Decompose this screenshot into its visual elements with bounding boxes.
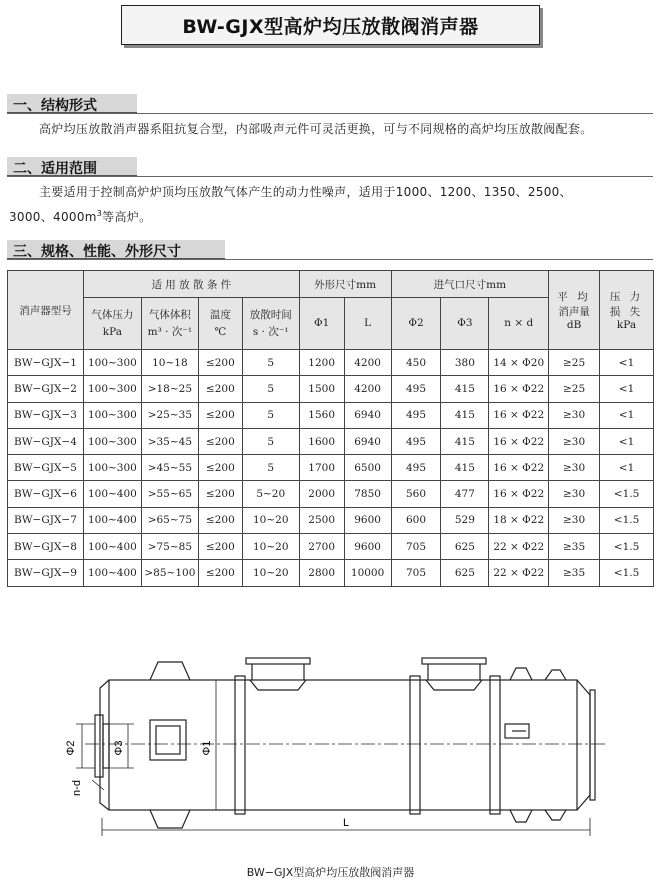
table-row — [8, 507, 654, 533]
header-line: 温度 — [209, 308, 231, 321]
table-cell: 625 — [441, 560, 489, 586]
table-cell: BW−GJX−6 — [8, 481, 84, 507]
table-cell: 100∼300 — [83, 455, 141, 481]
table-cell: 495 — [391, 455, 441, 481]
table-cell: 5 — [242, 376, 299, 402]
label-L: L — [342, 817, 350, 829]
table-cell: 4200 — [344, 376, 391, 402]
table-cell: 100∼400 — [83, 560, 141, 586]
table-cell: <1.5 — [600, 481, 654, 507]
header-line: s · 次⁻¹ — [252, 325, 289, 338]
section-heading-text: 一、结构形式 — [13, 98, 97, 114]
section-structure-heading — [7, 94, 653, 114]
table-cell: 495 — [391, 402, 441, 428]
table-cell: 705 — [391, 560, 441, 586]
table-cell: ≤200 — [198, 560, 242, 586]
table-cell: ≥25 — [549, 350, 600, 376]
table-cell: <1 — [600, 402, 654, 428]
label-phi1: Φ1 — [201, 740, 213, 756]
lug-top-right-2 — [545, 670, 566, 680]
table-cell: 2500 — [299, 507, 344, 533]
header-pressure-loss — [600, 271, 654, 350]
table-cell: ≥30 — [549, 402, 600, 428]
table-cell: 10∼20 — [242, 507, 299, 533]
header-group-outer: 外形尺寸mm — [299, 271, 391, 298]
header-volume — [141, 298, 198, 350]
table-cell: <1 — [600, 428, 654, 454]
table-cell: ≤200 — [198, 376, 242, 402]
header-line: ℃ — [214, 325, 227, 338]
table-cell: 10000 — [344, 560, 391, 586]
text-segment: 等高炉。 — [102, 210, 152, 224]
table-cell: 9600 — [344, 507, 391, 533]
table-cell: <1 — [600, 376, 654, 402]
table-cell: 10∼18 — [141, 350, 198, 376]
table-row — [8, 376, 654, 402]
inlet-flange-outer — [95, 715, 103, 777]
header-line: 消声量 — [558, 306, 590, 318]
section-structure-text: 高炉均压放散消声器系阻抗复合型，内部吸声元件可灵活更换，可与不同规格的高炉均压放散阀配套。 — [39, 122, 593, 136]
table-cell: ≥25 — [549, 376, 600, 402]
header-line: 气体体积 — [148, 308, 191, 321]
table-cell: 5 — [242, 455, 299, 481]
table-cell: 1600 — [299, 428, 344, 454]
table-cell: 16 × Φ22 — [489, 481, 549, 507]
table-cell: 380 — [441, 350, 489, 376]
table-cell: ≥35 — [549, 560, 600, 586]
table-cell: 1700 — [299, 455, 344, 481]
inlet-flange-inner — [103, 724, 109, 768]
table-cell: 16 × Φ22 — [489, 402, 549, 428]
table-cell: 625 — [441, 534, 489, 560]
table-cell: <1.5 — [600, 560, 654, 586]
main-shell — [109, 680, 577, 810]
table-row — [8, 455, 654, 481]
table-row — [8, 560, 654, 586]
table-cell: 705 — [391, 534, 441, 560]
header-line: m³ · 次⁻¹ — [147, 325, 193, 338]
support-bottom-left — [150, 810, 190, 828]
page-title-text: BW-GJX型高炉均压放散阀消声器 — [182, 15, 479, 38]
header-line: 压 力 — [609, 291, 644, 303]
table-cell: >25∼35 — [141, 402, 198, 428]
top-nozzle-2 — [426, 680, 482, 690]
silencer-drawing — [0, 640, 661, 860]
header-phi1: Φ1 — [299, 298, 344, 350]
support-top-left — [150, 662, 190, 680]
header-time — [242, 298, 299, 350]
table-cell: 10∼20 — [242, 534, 299, 560]
table-cell: 6940 — [344, 402, 391, 428]
dim-nd-leader — [92, 780, 104, 790]
table-cell: 415 — [441, 428, 489, 454]
table-cell: <1 — [600, 455, 654, 481]
table-cell: 2000 — [299, 481, 344, 507]
text-segment: 3000、4000m — [9, 210, 97, 224]
header-temperature — [198, 298, 242, 350]
lug-bottom-right — [510, 810, 532, 822]
table-cell: 415 — [441, 376, 489, 402]
table-cell: ≤200 — [198, 481, 242, 507]
section-heading-rule — [7, 176, 653, 177]
section-application-text-line2 — [9, 203, 151, 228]
table-cell: ≥35 — [549, 534, 600, 560]
section-application-heading — [7, 157, 653, 177]
lug-top-right — [510, 668, 532, 680]
table-cell: 450 — [391, 350, 441, 376]
table-cell: 600 — [391, 507, 441, 533]
header-line: 平 均 — [557, 291, 591, 303]
table-cell: >35∼45 — [141, 428, 198, 454]
header-group-inlet: 进气口尺寸mm — [391, 271, 549, 298]
table-cell: BW−GJX−4 — [8, 428, 84, 454]
header-nd: n × d — [489, 298, 549, 350]
table-cell: 100∼300 — [83, 350, 141, 376]
table-cell: ≤200 — [198, 455, 242, 481]
table-cell: ≥30 — [549, 481, 600, 507]
table-cell: 4200 — [344, 350, 391, 376]
header-phi2: Φ2 — [391, 298, 441, 350]
table-cell: BW−GJX−5 — [8, 455, 84, 481]
table-cell: ≥30 — [549, 428, 600, 454]
figure-caption: BW−GJX型高炉均压放散阀消声器 — [246, 866, 415, 879]
table-cell: 100∼300 — [83, 428, 141, 454]
table-cell: 100∼300 — [83, 376, 141, 402]
table-cell: 18 × Φ22 — [489, 507, 549, 533]
table-cell: 1560 — [299, 402, 344, 428]
table-cell: 495 — [391, 428, 441, 454]
table-cell: 415 — [441, 455, 489, 481]
table-cell: 5 — [242, 402, 299, 428]
ring-band-2 — [410, 676, 420, 814]
table-row — [8, 481, 654, 507]
header-line: 气体压力 — [91, 308, 134, 321]
top-nozzle-1 — [250, 680, 306, 690]
table-cell: 6940 — [344, 428, 391, 454]
table-cell: 495 — [391, 376, 441, 402]
table-cell: 100∼400 — [83, 481, 141, 507]
section-heading-text: 三、规格、性能、外形尺寸 — [13, 244, 181, 260]
table-cell: 10∼20 — [242, 560, 299, 586]
table-cell: ≥30 — [549, 455, 600, 481]
header-L: L — [344, 298, 391, 350]
table-cell: 100∼300 — [83, 402, 141, 428]
header-line: dB — [566, 319, 582, 331]
superscript: 3 — [96, 209, 103, 218]
section-application-text-line1: 主要适用于控制高炉炉顶均压放散气体产生的动力性噪声，适用于1000、1200、1350、2500、 — [39, 185, 572, 199]
table-cell: 529 — [441, 507, 489, 533]
right-end-cone — [577, 680, 590, 810]
table-cell: 2700 — [299, 534, 344, 560]
table-cell: 100∼400 — [83, 534, 141, 560]
table-body — [8, 350, 654, 587]
table-cell: 5∼20 — [242, 481, 299, 507]
lug-bottom-right-2 — [545, 810, 566, 820]
table-cell: ≤200 — [198, 428, 242, 454]
header-line: kPa — [616, 319, 637, 331]
table-row — [8, 350, 654, 376]
table-cell: BW−GJX−3 — [8, 402, 84, 428]
table-cell: >85∼100 — [141, 560, 198, 586]
top-nozzle-flange-2 — [422, 658, 486, 664]
label-nd: n-d — [71, 780, 83, 796]
table-cell: ≤200 — [198, 350, 242, 376]
section-heading-rule — [7, 113, 653, 114]
table-cell: >18∼25 — [141, 376, 198, 402]
table-cell: BW−GJX−8 — [8, 534, 84, 560]
table-cell: <1.5 — [600, 507, 654, 533]
table-cell: 7850 — [344, 481, 391, 507]
table-cell: <1.5 — [600, 534, 654, 560]
table-cell: ≤200 — [198, 507, 242, 533]
table-cell: 477 — [441, 481, 489, 507]
outlet-flange — [590, 690, 595, 800]
table-cell: 16 × Φ22 — [489, 455, 549, 481]
header-pressure — [83, 298, 141, 350]
table-cell: 16 × Φ22 — [489, 376, 549, 402]
header-line: 放散时间 — [249, 308, 292, 321]
table-cell: 5 — [242, 428, 299, 454]
table-cell: 2800 — [299, 560, 344, 586]
table-cell: 14 × Φ20 — [489, 350, 549, 376]
table-cell: BW−GJX−2 — [8, 376, 84, 402]
table-cell: 9600 — [344, 534, 391, 560]
table-row — [8, 402, 654, 428]
table-cell: BW−GJX−1 — [8, 350, 84, 376]
section-heading-text: 二、适用范围 — [13, 161, 97, 177]
table-cell: >55∼65 — [141, 481, 198, 507]
table-cell: 100∼400 — [83, 507, 141, 533]
table-cell: >75∼85 — [141, 534, 198, 560]
header-model: 消声器型号 — [8, 271, 84, 350]
table-cell: ≥30 — [549, 507, 600, 533]
table-cell: ≤200 — [198, 402, 242, 428]
table-row — [8, 534, 654, 560]
table-cell: >45∼55 — [141, 455, 198, 481]
table-cell: BW−GJX−9 — [8, 560, 84, 586]
left-end-cap — [100, 680, 109, 810]
table-header-row — [8, 271, 654, 298]
table-cell: >65∼75 — [141, 507, 198, 533]
ring-band-3 — [490, 676, 500, 814]
ring-band-1 — [235, 676, 245, 814]
table-cell: 16 × Φ22 — [489, 428, 549, 454]
header-line: kPa — [102, 325, 123, 338]
section-spec-heading — [7, 240, 653, 260]
header-noise — [549, 271, 600, 350]
table-cell: <1 — [600, 350, 654, 376]
header-group-conditions: 适 用 放 散 条 件 — [83, 271, 299, 298]
table-cell: 22 × Φ22 — [489, 534, 549, 560]
page-title — [121, 5, 540, 45]
table-cell: 415 — [441, 402, 489, 428]
header-line: 损 失 — [609, 306, 644, 318]
table-cell: 560 — [391, 481, 441, 507]
table-row — [8, 428, 654, 454]
inspection-hatch-inner — [156, 726, 180, 754]
table-cell: 22 × Φ22 — [489, 560, 549, 586]
table-cell: 6500 — [344, 455, 391, 481]
table-cell: 5 — [242, 350, 299, 376]
table-cell: ≤200 — [198, 534, 242, 560]
top-nozzle-flange-1 — [246, 658, 310, 664]
table-cell: BW−GJX−7 — [8, 507, 84, 533]
label-phi2: Φ2 — [65, 740, 77, 756]
spec-table — [7, 270, 654, 587]
table-cell: 1200 — [299, 350, 344, 376]
label-phi3: Φ3 — [113, 740, 125, 756]
table-cell: 1500 — [299, 376, 344, 402]
header-phi3: Φ3 — [441, 298, 489, 350]
